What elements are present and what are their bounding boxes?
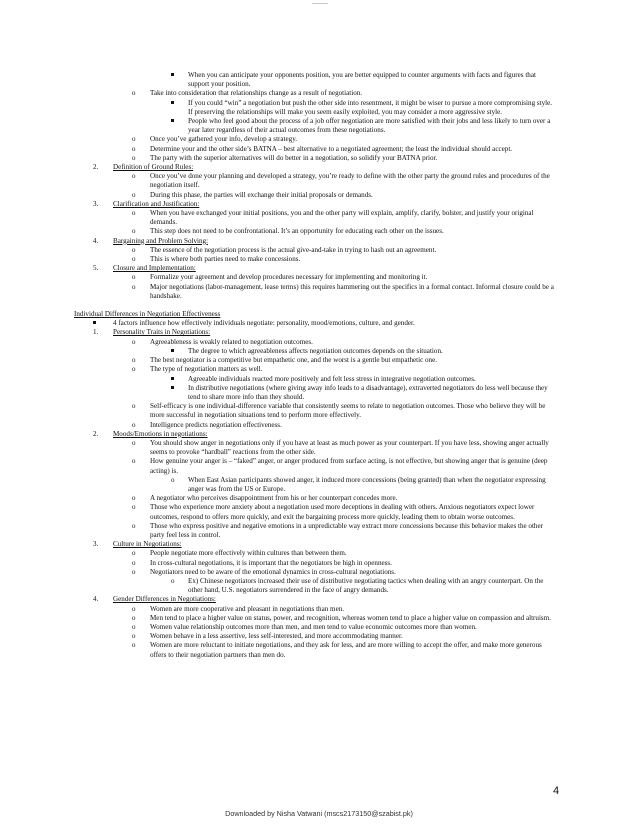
item-text: 4 factors influence how effectively individuals negotiate: personality, mood/emotions, culture, and gender.	[113, 319, 415, 328]
list-item	[0, 246, 638, 255]
list-item	[0, 209, 638, 227]
list-item	[0, 384, 638, 402]
list-item	[0, 347, 638, 356]
item-text: During this phase, the parties will exchange their initial proposals or demands.	[150, 190, 373, 199]
circle-bullet-icon: o	[132, 282, 136, 291]
list-item	[0, 365, 638, 374]
list-item	[0, 99, 638, 117]
item-text: Definition of Ground Rules:	[113, 163, 194, 172]
item-text: In distributive negotiations (where giving away info leads to a disadvantage), extraverted negotiators do less well because they tend to share more info than they should.	[188, 383, 548, 401]
item-text: People who feel good about the process of a job offer negotiation are more satisfied with their jobs and less likely to turn over a year later regardless of their actual outcomes from these negotiations.	[188, 117, 551, 135]
item-text: When East Asian participants showed anger, it induced more concessions (being granted) than when the negotiator expressing anger was from the US or Europe.	[188, 475, 546, 493]
subheading-item	[0, 163, 638, 172]
item-text: Negotiators need to be aware of the emotional dynamics in cross-cultural negotiations.	[150, 567, 396, 576]
square-bullet-icon	[171, 375, 174, 384]
list-item	[0, 273, 638, 282]
item-text: Women are more reluctant to initiate negotiations, and they ask for less, and are more willing to accept the offer, and make more generous offers to their negotiation partners than men do.	[150, 641, 542, 659]
circle-bullet-icon: o	[132, 457, 136, 466]
circle-bullet-icon: o	[132, 613, 136, 622]
item-text: People negotiate more effectively within cultures than between them.	[150, 549, 347, 558]
circle-bullet-icon: o	[132, 135, 136, 144]
list-item	[0, 476, 638, 494]
circle-bullet-icon: o	[132, 273, 136, 282]
list-item	[0, 568, 638, 577]
circle-bullet-icon: o	[132, 402, 136, 411]
circle-bullet-icon: o	[132, 365, 136, 374]
list-item	[0, 283, 638, 301]
item-text: Take into consideration that relationships change as a result of negotiation.	[150, 89, 363, 98]
item-text: Clarification and Justification:	[113, 199, 200, 208]
circle-bullet-icon: o	[132, 503, 136, 512]
circle-bullet-icon: o	[132, 521, 136, 530]
list-item	[0, 71, 638, 89]
subheading-item	[0, 237, 638, 246]
circle-bullet-icon: o	[171, 576, 175, 585]
item-text: Agreeableness is weakly related to negotiation outcomes.	[150, 337, 313, 346]
item-text: Intelligence predicts negotiation effectiveness.	[150, 420, 282, 429]
list-item	[0, 457, 638, 475]
item-text: Personality Traits in Negotiations:	[113, 328, 211, 337]
item-text: Individual Differences in Negotiation Effectiveness	[74, 310, 221, 319]
circle-bullet-icon: o	[132, 622, 136, 631]
item-text: When you can anticipate your opponents position, you are better equipped to counter arguments with facts and figures that support your position.	[188, 71, 536, 89]
subheading-item	[0, 540, 638, 549]
list-item	[0, 549, 638, 558]
item-text: If you could “win” a negotiation but push the other side into resentment, it might be wiser to pursue a more compromising style. If preserving the relationships will make you seem easily exploited, you may consider a more aggressive style.	[188, 98, 553, 116]
subheading-item	[0, 264, 638, 273]
list-item	[0, 641, 638, 659]
item-text: Those who express positive and negative emotions in a unpredictable way extract more concessions because this behavior makes the other party feel less in control.	[150, 521, 543, 539]
list-item	[0, 319, 638, 328]
list-item	[0, 227, 638, 236]
list-item	[0, 439, 638, 457]
list-item	[0, 494, 638, 503]
list-item	[0, 145, 638, 154]
circle-bullet-icon: o	[132, 558, 136, 567]
list-item	[0, 522, 638, 540]
subheading-item	[0, 328, 638, 337]
item-text: A negotiator who perceives disappointment from his or her counterpart concedes more.	[150, 494, 398, 503]
list-item	[0, 503, 638, 521]
item-text: Women are more cooperative and pleasant in negotiations than men.	[150, 604, 345, 613]
circle-bullet-icon: o	[132, 190, 136, 199]
circle-bullet-icon: o	[171, 475, 175, 484]
list-number: 5.	[93, 264, 99, 273]
list-item	[0, 421, 638, 430]
top-rule	[312, 3, 328, 4]
list-number: 3.	[93, 540, 99, 549]
list-item	[0, 375, 638, 384]
item-text: Those who experience more anxiety about a negotiation used more deceptions in dealing with others. Anxious negotiators expect lower outcomes, respond to offers more quickly, and exit the bargaining process more quickly, leading them to obtain worse outcomes.	[150, 503, 535, 521]
list-item	[0, 356, 638, 365]
list-number: 4.	[93, 595, 99, 604]
square-bullet-icon	[171, 99, 174, 108]
circle-bullet-icon: o	[132, 420, 136, 429]
circle-bullet-icon: o	[132, 567, 136, 576]
circle-bullet-icon: o	[132, 604, 136, 613]
item-text: The type of negotiation matters as well.	[150, 365, 263, 374]
list-item	[0, 135, 638, 144]
list-item	[0, 614, 638, 623]
list-number: 3.	[93, 199, 99, 208]
square-bullet-icon	[171, 384, 174, 393]
circle-bullet-icon: o	[132, 438, 136, 447]
item-text: Bargaining and Problem Solving:	[113, 236, 209, 245]
circle-bullet-icon: o	[132, 144, 136, 153]
circle-bullet-icon: o	[132, 641, 136, 650]
item-text: This is where both parties need to make concessions.	[150, 255, 301, 264]
page-number: 4	[553, 785, 560, 797]
circle-bullet-icon: o	[132, 255, 136, 264]
circle-bullet-icon: o	[132, 337, 136, 346]
item-text: Moods/Emotions in negotiations:	[113, 429, 208, 438]
item-text: The degree to which agreeableness affects negotiation outcomes depends on the situation.	[188, 346, 443, 355]
circle-bullet-icon: o	[132, 209, 136, 218]
item-text: This step does not need to be confrontational. It’s an opportunity for educating each other on the issues.	[150, 227, 444, 236]
list-item	[0, 338, 638, 347]
list-item	[0, 191, 638, 200]
item-text: Major negotiations (labor-management, lease terms) this requires hammering out the specifics in a formal contact. Informal closure could be a handshake.	[150, 282, 554, 300]
list-item	[0, 154, 638, 163]
circle-bullet-icon: o	[132, 494, 136, 503]
list-item	[0, 623, 638, 632]
subheading-item	[0, 430, 638, 439]
list-number: 2.	[93, 429, 99, 438]
item-text: Self-efficacy is one individual-difference variable that consistently seems to relate to negotiation outcomes. Those who believe they will be more successful in negotiation situations tend to perform more effectively.	[150, 402, 546, 420]
list-number: 2.	[93, 163, 99, 172]
item-text: Formalize your agreement and develop procedures necessary for implementing and monitoring it.	[150, 273, 428, 282]
item-text: The party with the superior alternatives will do better in a negotiation, so solidify your BATNA prior.	[150, 153, 438, 162]
list-item	[0, 117, 638, 135]
subheading-item	[0, 200, 638, 209]
item-text: Gender Differences in Negotiations:	[113, 595, 216, 604]
list-item	[0, 172, 638, 190]
list-number: 4.	[93, 236, 99, 245]
item-text: When you have exchanged your initial positions, you and the other party will explain, amplify, clarify, bolster, and justify your original demands.	[150, 209, 534, 227]
item-text: Determine your and the other side’s BATNA – best alternative to a negotiated agreement; the least the individual should accept.	[150, 144, 513, 153]
item-text: In cross-cultural negotiations, it is important that the negotiators be high in openness.	[150, 558, 392, 567]
download-footer: Downloaded by Nisha Vatwani (mscs2173150@szabist.pk)	[225, 809, 413, 818]
list-item	[0, 402, 638, 420]
circle-bullet-icon: o	[132, 632, 136, 641]
list-item	[0, 605, 638, 614]
circle-bullet-icon: o	[132, 89, 136, 98]
list-item	[0, 559, 638, 568]
circle-bullet-icon: o	[132, 227, 136, 236]
list-item	[0, 577, 638, 595]
circle-bullet-icon: o	[132, 549, 136, 558]
item-text: Ex) Chinese negotiators increased their use of distributive negotiating tactics when dealing with an angry counterpart. On the other hand, U.S. negotiators surrendered in the face of angry demands.	[188, 576, 544, 595]
list-item	[0, 632, 638, 641]
square-bullet-icon	[93, 319, 96, 328]
document-body	[0, 71, 638, 660]
subheading-item	[0, 595, 638, 604]
list-item	[0, 255, 638, 264]
item-text: Once you’ve done your planning and developed a strategy, you’re ready to define with the other party the ground rules and procedures of the negotiation itself.	[150, 172, 550, 190]
circle-bullet-icon: o	[132, 245, 136, 254]
list-item	[0, 89, 638, 98]
item-text: How genuine your anger is – “faked” anger, or anger produced from surface acting, is not effective, but showing anger that is genuine (deep acting) is.	[150, 457, 548, 475]
item-text: The best negotiator is a competitive but empathetic one, and the worst is a gentle but empathetic one.	[150, 356, 438, 365]
item-text: Once you’ve gathered your info, develop a strategy.	[150, 135, 298, 144]
square-bullet-icon	[171, 117, 174, 126]
circle-bullet-icon: o	[132, 153, 136, 162]
item-text: Men tend to place a higher value on status, power, and recognition, whereas women tend to place a higher value on compassion and altruism.	[150, 613, 551, 622]
item-text: Women value relationship outcomes more than men, and men tend to value economic outcomes more than women.	[150, 622, 477, 631]
item-text: Closure and Implementation:	[113, 264, 196, 273]
square-bullet-icon	[171, 71, 174, 80]
circle-bullet-icon: o	[132, 356, 136, 365]
item-text: Culture in Negotiations:	[113, 540, 182, 549]
item-text: You should show anger in negotiations only if you have at least as much power as your counterpart. If you have less, showing anger actually seems to provoke “hardball” reactions from the other side.	[150, 438, 549, 457]
section-heading	[0, 310, 638, 319]
circle-bullet-icon: o	[132, 172, 136, 181]
square-bullet-icon	[171, 347, 174, 356]
list-number: 1.	[93, 328, 99, 337]
item-text: Women behave in a less assertive, less self-interested, and more accommodating manner.	[150, 632, 403, 641]
item-text: Agreeable individuals reacted more positively and felt less stress in integrative negotiation outcomes.	[188, 374, 476, 383]
item-text: The essence of the negotiation process is the actual give-and-take in trying to hash out an agreement.	[150, 245, 437, 254]
